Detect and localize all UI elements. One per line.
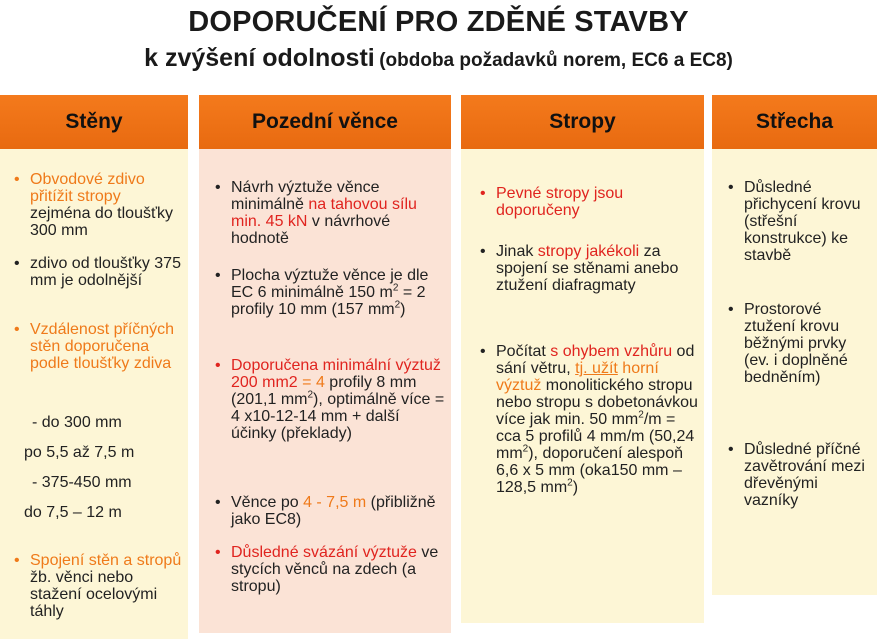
vence-b2-text-2: = 2 profily 10 mm (157 mm [231,284,426,318]
vence-b2-text-3: ) [400,301,406,318]
steny-distance-line: po 5,5 až 7,5 m [24,444,135,461]
steny-distance-line: - 375-450 mm [32,474,132,491]
steny-distance-line: - do 300 mm [32,414,122,431]
bullet-icon: • [480,343,486,360]
vence-b1-text-1: Návrh výztuže věnce minimálně [231,179,380,213]
stropy-b3-highlight-4: výztuž [496,377,542,394]
stropy-b3-text-3: monolitického stropu nebo stropu s dobetonávkou více jak min. 50 mm [496,377,698,428]
vence-b3-highlight-1: Doporučena minimální výztuž 200 mm2 [231,357,441,391]
list-item [14,552,184,620]
bullet-icon: • [215,357,221,374]
steny-b4-highlight-1: Spojení stěn a [30,552,133,569]
list-item [215,267,447,318]
bullet-icon: • [14,321,20,338]
stropy-b2-highlight: stropy jakékoli [537,243,640,260]
bullet-icon: • [14,255,20,272]
stropy-b3-text-2: od sání větru, [496,343,695,377]
list-item [480,343,699,496]
list-item [14,321,182,372]
bullet-icon: • [215,179,221,196]
steny-b4-highlight-2: stropů [136,552,182,569]
steny-b1-highlight: Obvodové zdivo přitížit stropy [30,171,145,205]
subtitle-main: k zvýšení odolnosti [144,44,375,72]
bullet-icon: • [728,179,734,196]
list-item [728,301,872,386]
vence-b4-text-2: (přibližně jako EC8) [231,494,436,528]
steny-distance-line: do 7,5 – 12 m [24,504,122,521]
bullet-icon: • [728,301,734,318]
stropy-b3-highlight-3: horní [622,360,659,377]
vence-b1-text-2: v návrhové hodnotě [231,213,391,247]
column-steny [0,95,188,639]
column-stropy [461,95,704,623]
list-item [14,255,182,289]
steny-b2-text: zdivo od tloušťky 375 mm je odolnější [30,255,181,289]
steny-b4-text: žb. věnci nebo stažení ocelovými táhly [30,569,158,620]
stropy-b3-highlight-2: tj. užít [575,360,618,377]
vence-b2-text-1: Plocha výztuže věnce je dle EC 6 minimálně 150 m [231,267,429,301]
list-item [215,494,447,528]
vence-b4-highlight: 4 - 7,5 m [303,494,367,511]
column-vence [199,95,451,633]
vence-b4-text-1: Věnce po [231,494,304,511]
list-item [215,179,447,247]
subtitle-paren: (obdoba požadavků norem, EC6 a EC8) [379,50,733,71]
column-body-vence [199,149,451,633]
list-item [728,441,872,509]
column-header-strecha: Střecha [712,95,877,149]
column-body-steny [0,149,188,639]
stropy-b3-sup-1: 2 [638,409,644,421]
vence-b2-sup-2: 2 [394,299,401,311]
bullet-icon: • [480,185,486,202]
bullet-icon: • [480,243,486,260]
column-header-stropy: Stropy [461,95,704,149]
bullet-icon: • [215,267,221,284]
vence-b3-highlight-2: = 4 [297,374,325,391]
vence-b3-text-1: profily 8 mm (201,1 mm [231,374,417,408]
stropy-b3-text-4: /m = cca 5 profilů 4 mm/m (50,24 mm [496,411,695,462]
stropy-b3-text-6: ) [572,479,579,496]
stropy-b1-text: Pevné stropy jsou doporučeny [496,185,624,219]
stropy-b3-text-1: Počítat [496,343,551,360]
bullet-icon: • [14,171,20,188]
column-header-vence: Pozední věnce [199,95,451,149]
strecha-b3-text: Důsledné příčné zavětrování mezi dřevěnými vazníky [744,441,865,509]
page-subtitle [0,44,877,73]
list-item [215,357,447,442]
steny-b3-text: Vzdálenost příčných stěn doporučena podle tloušťky zdiva [30,321,175,372]
column-strecha [712,95,877,595]
stropy-b3-sup-3: 2 [567,477,573,489]
page-title: DOPORUČENÍ PRO ZDĚNÉ STAVBY [188,6,689,38]
list-item [14,171,182,239]
column-body-strecha [712,149,877,595]
list-item [215,544,447,595]
list-item [480,243,696,294]
column-body-stropy [461,149,704,623]
vence-b1-highlight-2: min. 45 kN [231,213,308,230]
strecha-b1-text: Důsledné přichycení krovu (střešní konstrukce) ke stavbě [744,179,861,264]
stropy-b2-text-2: za spojení se stěnami anebo ztužení diafragmaty [496,243,679,294]
column-header-steny: Stěny [0,95,188,149]
bullet-icon: • [728,441,734,458]
bullet-icon: • [215,544,221,561]
stropy-b3-highlight-1: s ohybem vzhůru [550,343,673,360]
list-item [728,179,872,264]
stropy-b3-text-5: ), doporučení alespoň 6,6 x 5 mm (oka150 mm – 128,5 mm [496,445,683,496]
strecha-b2-text: Prostorové ztužení krovu běžnými prvky (ev. i doplněné bedněním) [744,301,848,386]
stropy-b3-sup-2: 2 [522,443,529,455]
vence-b1-highlight-1: na tahovou sílu [308,196,417,213]
bullet-icon: • [14,552,20,569]
vence-b3-text-2: ), optimálně více = 4 x10-12-14 mm + další účinky (překlady) [231,391,445,442]
steny-b1-text: zejména do tloušťky 300 mm [30,205,173,239]
vence-b2-sup-1: 2 [392,282,399,294]
stropy-b2-text-1: Jinak [496,243,538,260]
vence-b3-sup: 2 [307,389,314,401]
list-item [480,185,696,219]
bullet-icon: • [215,494,221,511]
vence-b5-highlight: Důsledné svázání výztuže [231,544,417,561]
vence-b5-text: ve stycích věnců na zdech (a stropu) [231,544,439,595]
